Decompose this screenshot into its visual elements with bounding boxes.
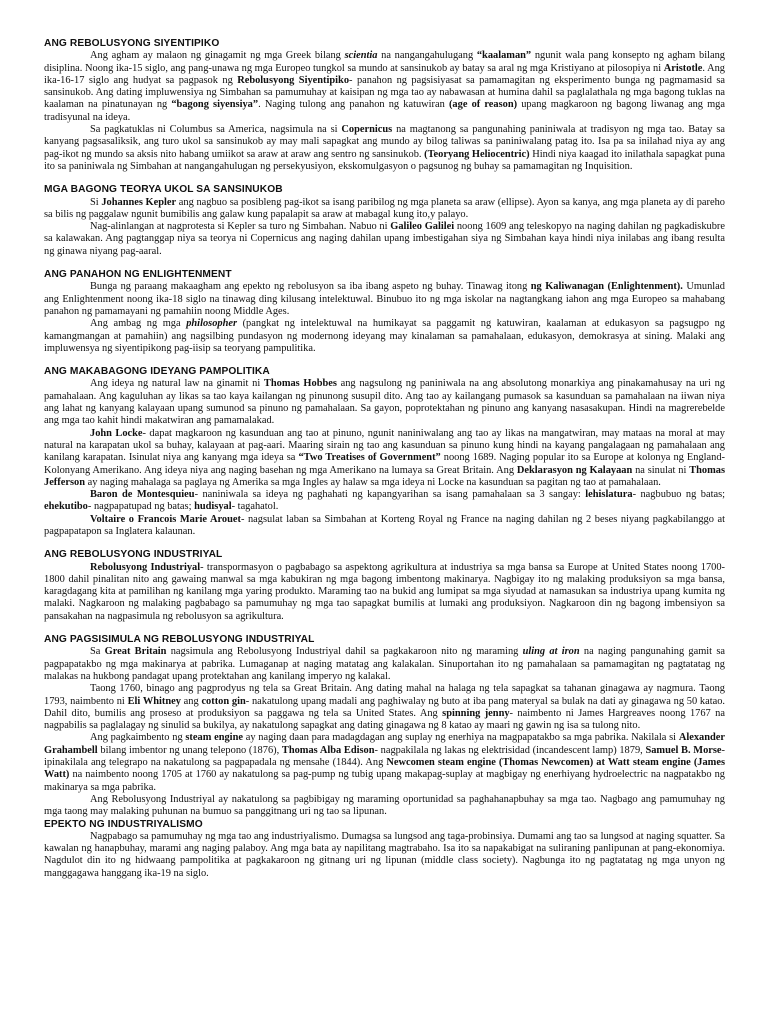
text-run: Hindi niya kaagad ito inilathala sapagkat puna ito sa paniniwala ng Simbahan at nangangahulugan ng persekyusiyon, ekskomulgasyon o pagsunog ng buhay sa pamamagitan ng Inquisition. <box>44 148 726 172</box>
text-run: - naniniwala sa ideya ng paghahati ng kapangyarihan sa isang pamahalaan sa 3 sangay: <box>194 489 586 501</box>
section <box>44 549 725 623</box>
text-run: Ang ideya ng natural law na ginamit ni <box>90 378 264 390</box>
emphasis-text: spinning jenny <box>442 707 510 719</box>
paragraph <box>44 197 725 222</box>
emphasis-text: “Two Treatises of Government” <box>298 452 441 464</box>
emphasis-text: Thomas Alba Edison <box>281 744 375 756</box>
text-run: - nagsulat laban sa Simbahan at Korteng Royal ng France na naging dahilan ng 2 beses niyang pagkabilanggo at pagpapatapon sa Inglatera kalaunan. <box>44 513 725 537</box>
emphasis-text: lehislatura <box>585 489 633 501</box>
section-heading: ANG PANAHON NG ENLIGHTENMENT <box>44 269 232 281</box>
text-run: ngunit wala pang konsepto ng agham bilang disiplina. Noong ika-15 siglo, ang pang-unawa ng mga Europeo tungkol sa mundo at sansinukob ay batay sa aral ng mga Kristiyano at pilosopiya ni <box>44 50 725 74</box>
emphasis-text: uling at iron <box>522 646 580 658</box>
text-run: ang nagbuo sa posibleng pag-ikot sa isang paribilog ng mga planeta sa araw (ellipse). Ayon sa kanya, ang mga planeta ay di pareho sa bilis ng paggalaw ngunit bumibilis ang galaw kung papalapit sa araw at mabagal kung ito,y palayo. <box>44 196 726 220</box>
emphasis-text: Baron de Montesquieu <box>90 489 195 501</box>
text-run: noong 1609 ang teleskopyo na naging dahilan ng pagkadiskubre sa kalawakan. Ang pagtanggap niya sa teorya ni Copernicus ang naging dahilan upang imbestigahan siya ng Simbahan kaya hindi niya inilabas ang ibang resulta ng ginawa niyang pag-aaral. <box>44 221 726 257</box>
emphasis-text: Copernicus <box>341 124 393 136</box>
text-run: - nagpakilala ng lakas ng elektrisidad (incandescent lamp) 1879, <box>374 744 646 756</box>
text-run: Taong 1760, binago ang pagprodyus ng tela sa Great Britain. Ang dating mahal na halaga ng tela sapagkat sa tahanan ginagawa ay nagmura. Taong 1793, naimbento ni <box>44 683 725 707</box>
text-run: Umunlad ang Enlightenment noong ika-18 siglo na tinawag ding kilusang intelektuwal. Binubuo ito ng mga iskolar na nagtangkang iahon ang mga Europeo sa mahabang panahon ng pamamayani ng pamahiin noong Middle Ages. <box>44 281 725 317</box>
emphasis-text: Rebolusyong Siyentipiko <box>237 74 350 86</box>
text-run: - tagahatol. <box>231 501 279 513</box>
emphasis-text: Rebolusyong Industriyal <box>90 561 201 573</box>
text-run: Ang pagkaimbento ng <box>90 732 186 744</box>
paragraph <box>44 794 725 819</box>
paragraph <box>44 831 725 880</box>
text-run: Ang ambag ng mga <box>90 318 187 330</box>
text-run: Bunga ng paraang makaagham ang epekto ng rebolusyon sa iba ibang aspeto ng buhay. Tinawag itong <box>90 281 531 293</box>
section <box>44 269 725 355</box>
paragraph <box>44 221 725 258</box>
emphasis-text: (age of reason) <box>448 99 518 111</box>
text-run: noong 1689. Naging popular ito sa Europe at kolonya ng England- Kolonyang Amerikano. Ang ideya niya ang naging basehan ng mga Amerikano na lumaya sa Great Britain. Ang <box>44 452 725 476</box>
section <box>44 819 725 880</box>
emphasis-text: philosopher <box>186 318 238 330</box>
text-run: na naimbento noong 1705 at 1760 ay nakatulong sa pag-pump ng tubig upang makapag-suplay at magbigay ng enerhiyang hydroelectric na nagpatakbo ng makinarya sa mga pabrika. <box>44 769 725 793</box>
emphasis-text: John Locke <box>90 427 143 439</box>
emphasis-text: Newcomen steam engine (Thomas Newcomen) at Watt steam engine (James Watt) <box>44 757 725 781</box>
paragraph <box>44 646 725 683</box>
emphasis-text: cotton gin <box>201 695 246 707</box>
section-heading: ANG PAGSISIMULA NG REBOLUSYONG INDUSTRIYAL <box>44 634 315 646</box>
paragraph <box>44 428 725 489</box>
emphasis-text: steam engine <box>185 732 243 744</box>
emphasis-text: scientia <box>344 50 378 62</box>
paragraph <box>44 318 725 355</box>
text-run: na sinulat ni <box>632 464 690 476</box>
text-run: ay naging daan para madagdagan ang suplay ng enerhiya na magpapatakbo sa mga pabrika. Nakilala si <box>242 732 679 744</box>
emphasis-text: (Teoryang Heliocentric) <box>424 148 530 160</box>
section-heading: ANG REBOLUSYONG SIYENTIPIKO <box>44 38 220 49</box>
emphasis-text: Johannes Kepler <box>101 196 177 208</box>
emphasis-text: Galileo Galilei <box>390 221 455 233</box>
paragraph <box>44 732 725 793</box>
text-run: - nakatulong upang madali ang paghiwalay ng buto at iba pang materyal sa bulak na dati ay ginagawa ng 50 katao. Dahil dito, bumilis ang proseso at produksiyon sa paggawa ng tela sa United States. Ang <box>44 695 726 719</box>
section <box>44 366 725 538</box>
text-run: . Ang ika-16-17 siglo ang hudyat sa pagpasok ng <box>44 62 725 86</box>
text-run: upang magkaroon ng bagong liwanag ang mga tradisyunal na ideya. <box>44 99 725 123</box>
paragraph <box>44 514 725 539</box>
emphasis-text: Thomas Jefferson <box>44 464 725 488</box>
emphasis-text: Voltaire o Francois Marie Arouet <box>90 513 241 525</box>
text-run: Ang agham ay malaon ng ginagamit ng mga Greek bilang <box>90 50 345 62</box>
text-run: Ang Rebolusyong Industriyal ay nakatulong sa pagbibigay ng maraming oportunidad sa paghahanapbuhay sa mga tao. Nagbago ang pamumuhay ng mga taong may malaking puhunan na bumuo sa panggitnang uri ng tao sa lipunan. <box>44 793 725 818</box>
text-run: ay naging mahalaga sa paglaya ng Amerika sa mga Ingles ay halaw sa mga ideya ni Locke na kasunduan sa pagitan ng tao at pamahalaan. <box>84 476 661 488</box>
paragraph <box>44 124 725 173</box>
text-run: (pangkat ng intelektuwal na humikayat sa paggamit ng katuwiran, kaalaman at edukasyon sa pagsugpo ng kamangmangan at pamahiin) ang nagsilbing pundasyon ng modernong ideyang may kinalaman sa pamahalaan, edukasyon, demokrasya at sining. Malaki ang impluwensya ng siyentipikong pag-iisip sa teoryang pampulitika. <box>44 318 725 354</box>
text-run: Sa <box>90 646 105 658</box>
text-run: na naging pangunahing gamit sa pagpapatakbo ng mga makinarya at pabrika. Lumaganap at naging matatag ang kalakalan. Sinuportahan ito ng pamahalaan sa pamamagitan ng pagtatatag ng malakas na hukbong pandagat upang protektahan ang kanilang imperyo ng kalakal. <box>44 646 725 682</box>
emphasis-text: Eli Whitney <box>127 695 181 707</box>
section <box>44 634 725 818</box>
emphasis-text: Aristotle <box>663 62 703 74</box>
text-run: - transpormasyon o pagbabago sa aspektong agrikultura at industriya sa mga bansa sa Europe at United States noong 1700- 1800 dahil pinalitan nito ang gawaing manwal sa mga kabukiran ng mga bagong imbentong makinarya. Nagbigay ito ng malaking produksiyon sa mga bansa, karagdagang kita at pamilihan ng kanilang mga yaring produkto. Maraming tao na bukid ang lumipat sa mga siyudad at namasukan sa industriya upang kumita ng malaki. Nagkaroon ng malaking pagbabago sa pamumuhay ng mga tao sapagkat bumilis at lumaki ang produksiyon. Nagkaroon din ng bagong imbensiyon sa pansakahan na nagpasimula ng rebolusyon sa agrikultura. <box>44 561 726 622</box>
text-run: ang nagsulong ng paniniwala na ang absolutong monarkiya ang pinakamahusay na uri ng pamahalaan. Ang kaguluhan ay likas sa tao kaya kailangan ng pinunong susupil dito. Ang tao ay kailangang pumasok sa kasunduan sa pamahalaan na iiwan niya ang lahat ng kanyang kalayaan upang sumunod sa pinuno ng pamahalaan. Sa gayon, poprotektahan ng pinuno ang kanyang nasasakupan. Hindi na magrerebelde ang mga tao kahit hindi makatwiran ang pamamalakad. <box>44 378 725 427</box>
paragraph <box>44 281 725 318</box>
paragraph <box>44 489 725 514</box>
emphasis-text: ng Kaliwanagan (Enlightenment). <box>530 281 683 293</box>
paragraph <box>44 683 725 732</box>
section <box>44 184 725 258</box>
text-run: Si <box>90 196 102 208</box>
emphasis-text: Samuel B. Morse <box>645 744 722 756</box>
section-heading: EPEKTO NG INDUSTRIYALISMO <box>44 818 203 830</box>
text-run: - ipinakilala ang telegrapo na nakatulong sa pagpapadala ng mensahe (1844). Ang <box>44 744 725 769</box>
text-run: na nangangahulugang <box>377 50 477 62</box>
text-run: - panahon ng pagsisiyasat sa pamamagitan ng eksperimento bunga ng pagmamasid sa sansinukob. Ang dating impluwensiya ng Simbahan sa pamumuhay at kaisipan ng mga tao ay nabawasan at humina dahil sa paglalathala ng mga bagong tuklas na kaalaman na pinatunayan ng <box>44 74 725 111</box>
emphasis-text: “bagong siyensiya” <box>171 99 259 111</box>
text-run: - nagbubuo ng batas; <box>632 489 726 501</box>
emphasis-text: Deklarasyon ng Kalayaan <box>516 464 633 476</box>
text-run: Nag-alinlangan at nagprotesta si Kepler sa turo ng Simbahan. Nabuo ni <box>90 221 391 233</box>
text-run: nagsimula ang Rebolusyong Industriyal dahil sa pagkakaroon nito ng maraming <box>166 646 523 658</box>
text-run: . Naging tulong ang panahon ng katuwiran <box>258 99 449 111</box>
section <box>44 38 725 173</box>
section-heading: MGA BAGONG TEORYA UKOL SA SANSINUKOB <box>44 184 283 196</box>
document-page <box>44 38 725 891</box>
text-run: - nagpapatupad ng batas; <box>87 501 195 513</box>
emphasis-text: Thomas Hobbes <box>263 378 337 390</box>
text-run: - naimbento ni James Hargreaves noong 1767 na nagpabilis sa paglalagay ng sinulid sa bukilya, ay nakatulong sapagkat ang dating ginagawa ng 8 katao ay maari ng gawin ng isa sa tulong nito. <box>44 707 725 732</box>
text-run: na magtanong sa pangunahing paniniwala at tradisyon ng mga tao. Batay sa kanyang pagsasaliksik, ang turo ukol sa sansinukob ay may mali sapagkat ang mundo ay bilog taliwas sa paniniwalang patag ito. Isa pa sa inilahad niya ay ang pag-ikot ng mundo sa aksis nito habang umiikot sa araw at araw ang sentro ng sansinukob. <box>44 124 725 160</box>
paragraph <box>44 562 725 623</box>
emphasis-text: hudisyal <box>194 501 232 513</box>
emphasis-text: ehekutibo <box>44 501 88 513</box>
section-heading: ANG MAKABAGONG IDEYANG PAMPOLITIKA <box>44 366 270 378</box>
emphasis-text: “kaalaman” <box>476 50 532 62</box>
paragraph <box>44 50 725 124</box>
emphasis-text: Alexander Grahambell <box>44 732 725 756</box>
text-run: bilang imbentor ng unang telepono (1876), <box>97 744 282 756</box>
text-run: - dapat magkaroon ng kasunduan ang tao at pinuno, ngunit naniniwalang ang tao ay likas na mangatwiran, may mataas na moral at may natural na karapatan ukol sa buhay, kalayaan at pag-aari. Maaring sirain ng tao ang kasunduan sa pinuno kung hindi na kayang pangalagaan ng pamahalaan ang kanilang karapatan. Isinulat niya ang kanyang mga ideya sa <box>44 427 725 464</box>
section-heading: ANG REBOLUSYONG INDUSTRIYAL <box>44 549 223 561</box>
text-run: Nagpabago sa pamumuhay ng mga tao ang industriyalismo. Dumagsa sa lungsod ang taga-probinsiya. Dumami ang tao sa lungsod at naging squatter. Sa kawalan ng hanapbuhay, marami ang naging palaboy. Ang mga bata ay napilitang magtrabaho. Isa ito sa napakabigat na suliraning panlipunan at pang-ekonomiya. Nagdulot din ito ng hidwaang pampolitika at pagkakaroon ng gitnang uri ng lipunan (middle class society). Nagbunga ito ng pagtatatag ng mga unyon ng manggagawa hanggang ika-19 na siglo. <box>44 830 725 879</box>
emphasis-text: Great Britain <box>104 646 167 658</box>
text-run: ang <box>180 695 202 707</box>
paragraph <box>44 378 725 427</box>
text-run: Sa pagkatuklas ni Columbus sa America, nagsimula na si <box>90 124 342 136</box>
